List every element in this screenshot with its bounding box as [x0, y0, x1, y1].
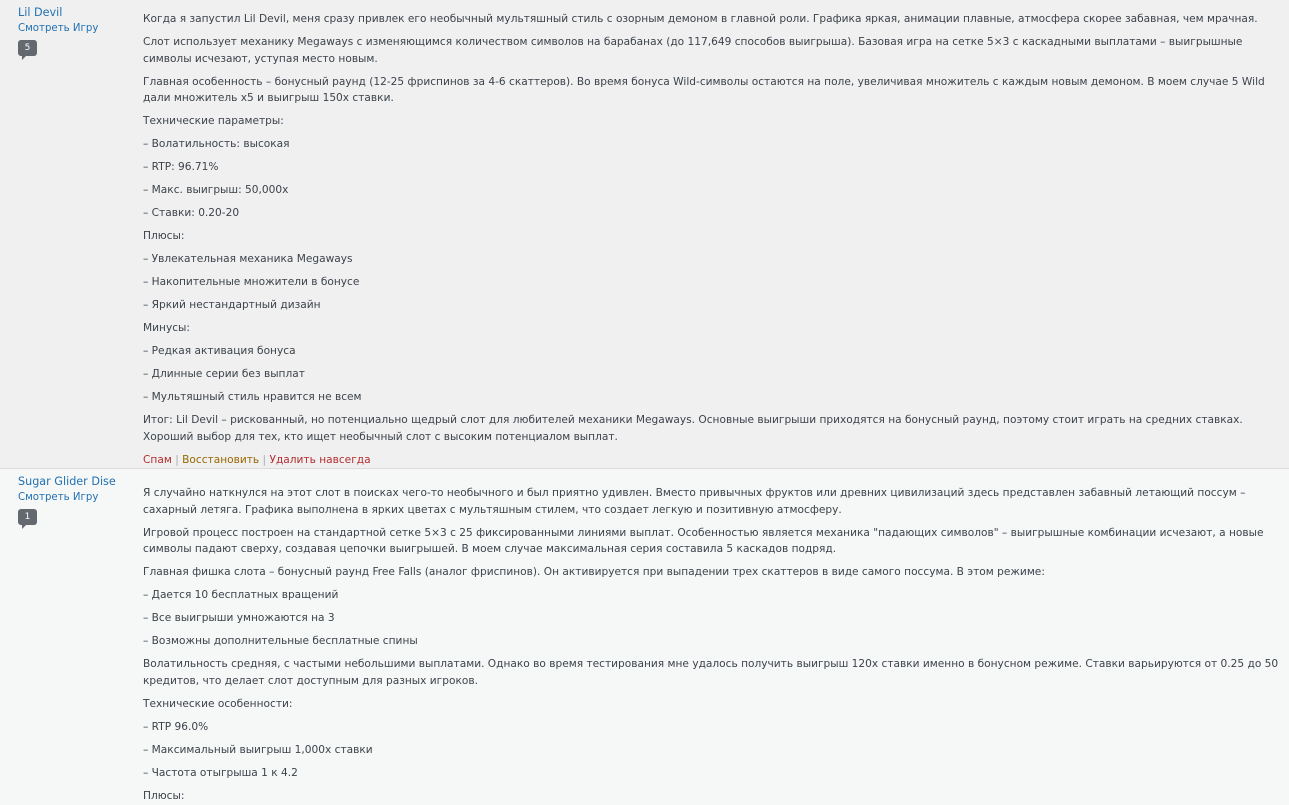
game-title-link[interactable]: Sugar Glider Dise — [18, 475, 116, 488]
comment-paragraph: – Возможны дополнительные бесплатные спины — [143, 635, 418, 648]
comment-paragraph: – Частота отыгрыша 1 к 4.2 — [143, 766, 298, 779]
comment-row — [0, 468, 1289, 805]
comment-paragraph: Плюсы: — [143, 230, 185, 243]
comment-paragraph: Технические параметры: — [143, 115, 284, 128]
comment-paragraph: – Дается 10 бесплатных вращений — [143, 589, 339, 602]
comment-paragraph: – Увлекательная механика Megaways — [143, 253, 353, 266]
comment-paragraph: – Ставки: 0.20-20 — [143, 207, 240, 220]
restore-link[interactable]: Восстановить — [182, 453, 260, 466]
comment-paragraph: – Мультяшный стиль нравится не всем — [143, 390, 362, 403]
row-actions — [143, 452, 1279, 468]
comment-count-badge[interactable]: 5 — [18, 40, 37, 56]
comment-paragraph: Главная фишка слота – бонусный раунд Free Falls (аналог фриспинов). Он активируется при выпадении трех скаттеров в виде самого поссума. В этом режиме: — [143, 566, 1045, 579]
comment-paragraph: Волатильность средняя, с частыми небольшими выплатами. Однако во время тестирования мне удалось получить выигрыш 120x ставки именно в бонусном режиме. Ставки варьируются от 0.25 до 50 кредитов, что делает слот доступным для разных игроков. — [143, 658, 1279, 687]
comment-paragraph: Плюсы: — [143, 789, 185, 802]
delete-permanently-link[interactable]: Удалить навсегда — [269, 453, 371, 466]
comment-paragraph: – Яркий нестандартный дизайн — [143, 299, 321, 312]
comment-count-badge[interactable]: 1 — [18, 509, 37, 525]
spam-link[interactable]: Спам — [143, 453, 172, 466]
comment-paragraph: – RTP: 96.71% — [143, 161, 219, 174]
comment-paragraph: Итог: Lil Devil – рискованный, но потенциально щедрый слот для любителей механики Megaways. Основные выигрыши приходятся на бонусный раунд, поэтому стоит играть на средних ставках. Хороший выбор для тех, кто ищет необычный слот с высоким потенциалом выплат. — [143, 413, 1243, 443]
comment-paragraph: Главная особенность – бонусный раунд (12-25 фриспинов за 4-6 скаттеров). Во время бонуса Wild-символы остаются на поле, увеличивая множитель с каждым новым демоном. В моем случае 5 Wild дали множитель x5 и выигрыш 150x ставки. — [143, 75, 1265, 105]
comment-author-column — [0, 0, 143, 468]
comment-paragraph: – Все выигрыши умножаются на 3 — [143, 612, 335, 625]
comment-paragraph: Технические особенности: — [143, 697, 293, 710]
view-game-link[interactable]: Смотреть Игру — [18, 492, 99, 503]
comment-paragraph: Когда я запустил Lil Devil, меня сразу привлек его необычный мультяшный стиль с озорным демоном в главной роли. Графика яркая, анимации плавные, атмосфера скорее забавная, чем мрачная. — [143, 13, 1258, 25]
comment-text — [143, 0, 1289, 468]
action-separator: | — [262, 453, 267, 466]
view-game-link[interactable]: Смотреть Игру — [18, 23, 99, 34]
game-title-link[interactable]: Lil Devil — [18, 6, 63, 19]
comment-paragraph: Минусы: — [143, 322, 190, 334]
comment-paragraph: – Длинные серии без выплат — [143, 367, 305, 380]
comment-paragraph: – Максимальный выигрыш 1,000x ставки — [143, 743, 373, 756]
comment-text — [143, 469, 1289, 805]
comment-paragraph: – Макс. выигрыш: 50,000x — [143, 184, 289, 197]
comment-paragraph: – RTP 96.0% — [143, 720, 209, 733]
comment-paragraph: – Волатильность: высокая — [143, 138, 290, 151]
comment-author-column — [0, 469, 143, 805]
comment-paragraph: – Редкая активация бонуса — [143, 344, 296, 357]
comment-paragraph: – Накопительные множители в бонусе — [143, 276, 360, 289]
comment-paragraph: Слот использует механику Megaways с изменяющимся количеством символов на барабанах (до 117,649 способов выигрыша). Базовая игра на сетке 5×3 с каскадными выплатами – выигрышные символы исчезают, уступая место новым. — [143, 35, 1243, 65]
comment-paragraph: Я случайно наткнулся на этот слот в поисках чего-то необычного и был приятно удивлен. Вместо привычных фруктов или древних цивилизаций здесь представлен забавный летающий поссум – сахарный летяга. Графика выполнена в ярких цветах с мультяшным стилем, что создает легкую и позитивную атмосферу. — [143, 487, 1246, 516]
action-separator: | — [175, 453, 179, 466]
comment-paragraph: Игровой процесс построен на стандартной сетке 5×3 с 25 фиксированными линиями выплат. Особенностью является механика "падающих символов" – выигрышные комбинации исчезают, а новые символы падают сверху, создавая цепочки выигрышей. В моем случае максимальная серия составила 5 каскадов подряд. — [143, 526, 1264, 556]
